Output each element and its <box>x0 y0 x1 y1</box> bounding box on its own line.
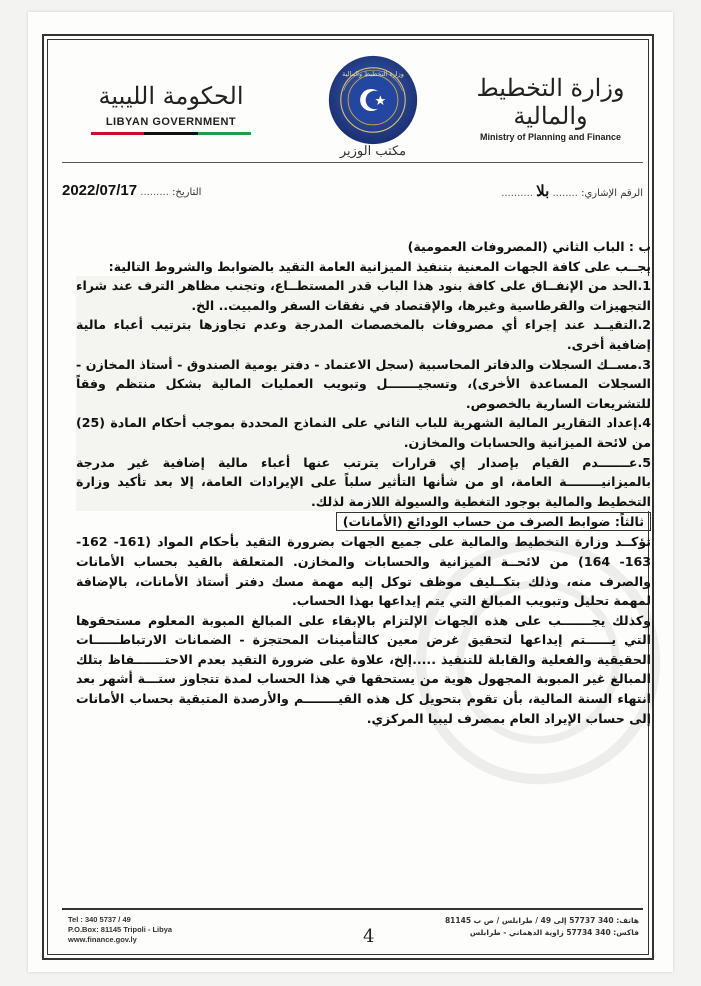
reference-row <box>62 182 643 202</box>
footer-contact-ar: هاتف: 340 57737 إلى 49 / طرابلس / ص ب 81145 فاكس: 340 57734 زاوية الدهماني - طرابلس <box>444 916 639 937</box>
list-item: 4.إعداد التقارير المالية الشهرية للباب الثاني على النماذج المحددة بموجب أحكام المادة (25) من لائحة الميزانية والحسابات والمخازن. <box>76 413 651 452</box>
ministry-logo <box>318 54 428 159</box>
ministry-emblem-icon <box>327 54 419 146</box>
ministry-name-ar: وزارة التخطيط والمالية <box>476 74 625 130</box>
section3-title: ثالثاً: ضوابط الصرف من حساب الودائع (الأمانات) <box>336 512 651 531</box>
svg-text:وزارة التخطيط والمالية: وزارة التخطيط والمالية <box>342 70 404 79</box>
list-item: 3.مســك السجلات والدفاتر المحاسبية (سجل الاعتماد - دفتر يومية الصندوق - أستاذ المخازن - السجلات المساعدة الأخرى)، وتسجيـــــــل وتبويب العمليات المالية بشكل منتظم وفقاً للتشريعات السارية بالخصوص. <box>76 355 651 414</box>
government-name-en: LIBYAN GOVERNMENT <box>105 116 237 128</box>
minister-office-label: مكتب الوزير <box>339 144 407 159</box>
header-divider <box>62 162 643 163</box>
footer-contact-en: Tel : 340 5737 / 49 P.O.Box: 81145 Tripoli - Libya www.finance.gov.ly <box>68 915 173 944</box>
footer-divider <box>62 908 643 910</box>
ministry-name-en: Ministry of Planning and Finance <box>479 132 621 142</box>
intro-paragraph: يجــب على كافة الجهات المعنية بتنفيذ الميزانية العامة التقيد بالضوابط والشروط التالية: <box>108 258 651 274</box>
reference-number: الرقم الإشاري: ........ بلا .......... <box>501 183 643 200</box>
deposits-paragraph-2: وكذلك يجـــــــب على هذه الجهات الإلتزام بالإبقاء على المبالغ المبوبة المعلوم مستحقوها التي يــــــتم إيداعها لتحقيق غرض معين كالتأمينات المحتجزة - الضمانات الارتباطــــــات الحقيقية والفعلية والقابلة للتنفيذ .....إلخ، علاوة على ضرورة التقيد بعدم الاحتـــــــفاظ بتلك المبالغ غير المبوبة المجهول هوية من يستحقها في هذا الحساب لمدة تتجاوز ستـــة أشهر بعد انتهاء السنة المالية، بأن تقوم بتحويل كل هذه القيــــــــم والأرصدة المتبقية بحساب الأمانات إلى حساب الإيراد العام بمصرف ليبيا المركزي. <box>76 612 651 726</box>
list-item: 1.الحد من الإنفــاق على كافة بنود هذا الباب قدر المستطــاع، وتجنب مظاهر الترف عند شراء التجهيزات والقرطاسية وغيرها، والإقتصاد في نفقات السفر والمبيت.. الخ. <box>76 276 651 315</box>
document-date: التاريخ: ......... 2022/07/17 <box>62 182 202 199</box>
ministry-header <box>458 74 643 142</box>
government-header <box>86 82 256 135</box>
list-item: 2.التقيــد عند إجراء أي مصروفات بالمخصصات المدرجة وعدم تجاوزها بترتيب أعباء مالية إضافية أخرى. <box>76 315 651 354</box>
page-number: 4 <box>363 926 375 947</box>
deposits-paragraph-1: تؤكــد وزارة التخطيط والمالية على جميع الجهات بضرورة التقيد بأحكام المواد (161- 162- 163- 164) من لائحــة الميزانية والحسابات والمخازن. المتعلقة بالقيد بحساب الأمانات والصرف منه، وذلك بتكــليف موظف توكل إليه مهمة مسك دفتر أستاذ الأمانات، بالإضافة لمهمة تحليل وتبويب المبالغ التي يتم إيداعها بهذا الحساب. <box>76 534 651 609</box>
list-item: 5.عـــــــدم القيام بإصدار إي قرارات يترتب عنها أعباء مالية إضافية غير مدرجة بالميزانيــــــــة العامة، او من شأنها التأثير سلباً على الإيرادات العامة، إلا بعد تأكيد وزارة التخطيط والمالية بوجود التغطية والسيولة اللازمة لذلك. <box>76 453 651 512</box>
document-sheet <box>28 12 673 972</box>
flag-color-bar <box>91 132 251 135</box>
document-body <box>76 237 651 728</box>
section-heading: ب : الباب الثاني (المصروفات العمومية) <box>407 239 651 254</box>
government-name-ar: الحكومة الليبية <box>98 82 244 110</box>
